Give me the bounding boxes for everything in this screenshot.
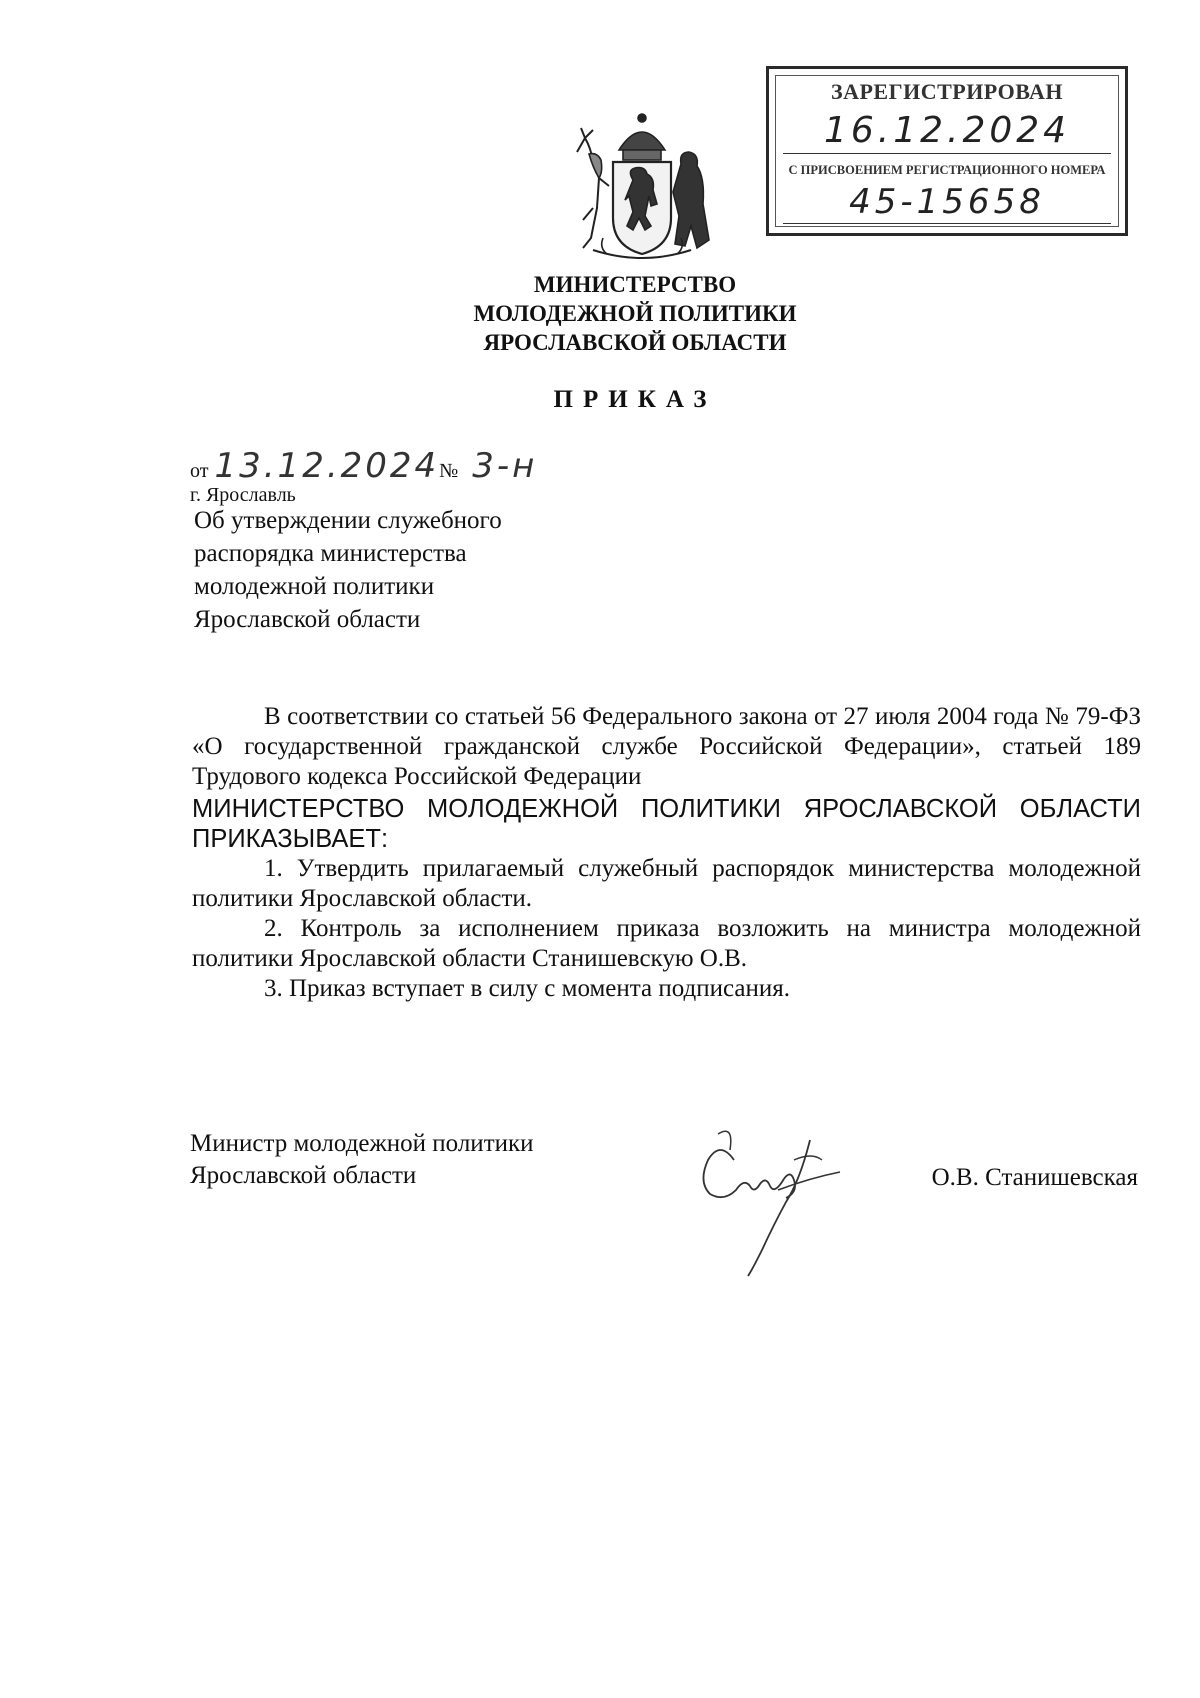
decree-statement: МИНИСТЕРСТВО МОЛОДЕЖНОЙ ПОЛИТИКИ ЯРОСЛАВСКОЙ ОБЛАСТИ ПРИКАЗЫВАЕТ: [192,795,1141,853]
org-line-2: МОЛОДЕЖНОЙ ПОЛИТИКИ [473,301,797,326]
list-item: 1. Утвердить прилагаемый служебный распорядок министерства молодежной политики Ярославской области. [192,855,1141,912]
signatory-name: О.В. Станишевская [931,1164,1138,1191]
document-type: ПРИКАЗ [553,386,717,413]
stamp-registration-number: 45-15658 [783,181,1111,224]
number-label: № [439,460,459,482]
coat-of-arms-icon [563,108,721,260]
stamp-date: 16.12.2024 [783,109,1111,154]
list-item: 3. Приказ вступает в силу с момента подписания. [264,975,790,1002]
position-line-1: Министр молодежной политики [190,1130,534,1157]
order-number: 3-н [472,446,538,486]
org-line-1: МИНИСТЕРСТВО [533,272,737,297]
stamp-title: ЗАРЕГИСТРИРОВАН [830,79,1064,104]
signatory-position [190,1128,534,1192]
list-item: 2. Контроль за исполнением приказа возложить на министра молодежной политики Ярославской области Станишевскую О.В. [192,915,1141,972]
organization-name [0,270,1200,357]
city: г. Ярославль [190,484,296,506]
position-line-2: Ярославской области [190,1162,417,1189]
subject-line-2: распорядка министерства [194,540,467,567]
document-subject [194,504,502,636]
document-body [192,702,1141,1004]
subject-line-1: Об утверждении служебного [194,507,502,534]
handwritten-signature [690,1120,860,1280]
org-line-3: ЯРОСЛАВСКОЙ ОБЛАСТИ [483,330,787,355]
from-label: от [190,460,209,482]
subject-line-3: молодежной политики [194,573,435,600]
order-date: 13.12.2024 [214,446,440,486]
reference-line [190,446,537,486]
registration-stamp [766,66,1128,236]
preamble-paragraph: В соответствии со статьей 56 Федерального закона от 27 июля 2004 года № 79-ФЗ «О государственной гражданской службе Российской Федерации», статьей 189 Трудового кодекса Российской Федерации [192,703,1141,790]
subject-line-4: Ярославской области [194,606,421,633]
stamp-caption: С ПРИСВОЕНИЕМ РЕГИСТРАЦИОННОГО НОМЕРА [788,163,1106,177]
